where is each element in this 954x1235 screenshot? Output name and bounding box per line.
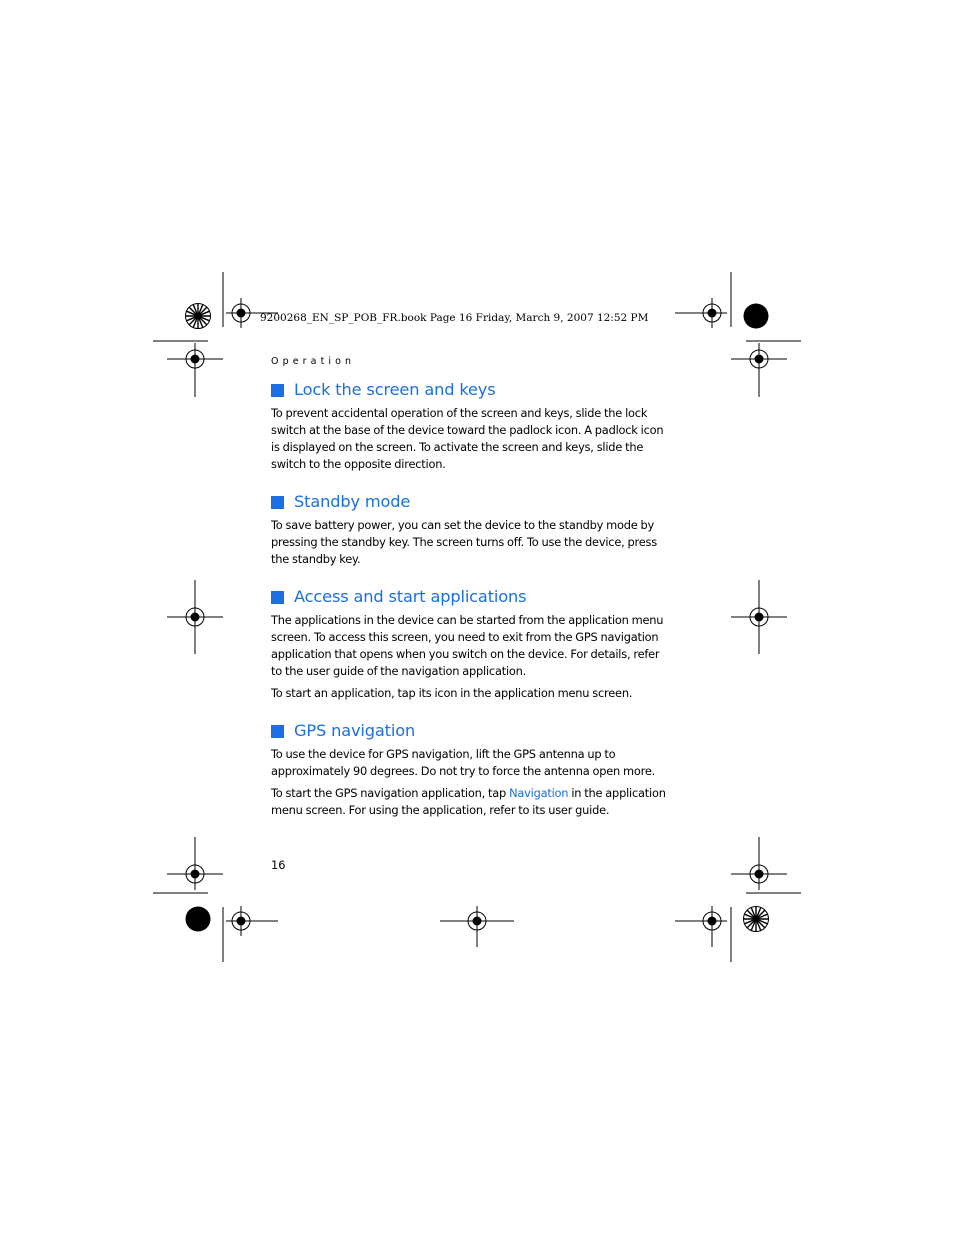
section-title: Access and start applications: [294, 587, 527, 606]
section-heading-applications: [271, 587, 526, 607]
navigation-app-reference: Navigation: [509, 786, 569, 800]
section-paragraph: To start an application, tap its icon in the application menu screen.: [271, 686, 633, 700]
heading-bullet-icon: [271, 496, 284, 509]
section-paragraph: To use the device for GPS navigation, lift the GPS antenna up to approximately 90 degrees. Do not try to force the antenna open more.: [271, 747, 656, 779]
section-paragraph: To save battery power, you can set the device to the standby mode by pressing the standby key. The screen turns off. To use the device, press the standby key.: [271, 518, 657, 567]
section-title: GPS navigation: [294, 721, 416, 740]
running-head: Operation: [271, 356, 356, 367]
heading-bullet-icon: [271, 384, 284, 397]
section-title: Lock the screen and keys: [294, 380, 496, 399]
section-heading-lock: [271, 380, 496, 400]
section-paragraph: The applications in the device can be started from the application menu screen. To access this screen, you need to exit from the GPS navigation application that opens when you switch on the device. For details, refer to the user guide of the navigation application.: [271, 613, 664, 679]
paragraph-text: in the application menu screen. For using the application, refer to its user guide.: [271, 786, 666, 818]
heading-bullet-icon: [271, 725, 284, 738]
page-number: 16: [271, 858, 286, 872]
paragraph-text: To start the GPS navigation application, tap: [271, 786, 510, 800]
section-paragraph: To prevent accidental operation of the screen and keys, slide the lock switch at the base of the device toward the padlock icon. A padlock icon is displayed on the screen. To activate the screen and keys, slide the switch to the opposite direction.: [271, 406, 664, 472]
heading-bullet-icon: [271, 591, 284, 604]
section-heading-gps: [271, 721, 415, 741]
section-paragraph-with-link: [271, 785, 671, 819]
section-title: Standby mode: [294, 492, 411, 511]
book-file-header: 9200268_EN_SP_POB_FR.book Page 16 Friday, March 9, 2007 12:52 PM: [260, 312, 649, 324]
section-heading-standby: [271, 492, 410, 512]
